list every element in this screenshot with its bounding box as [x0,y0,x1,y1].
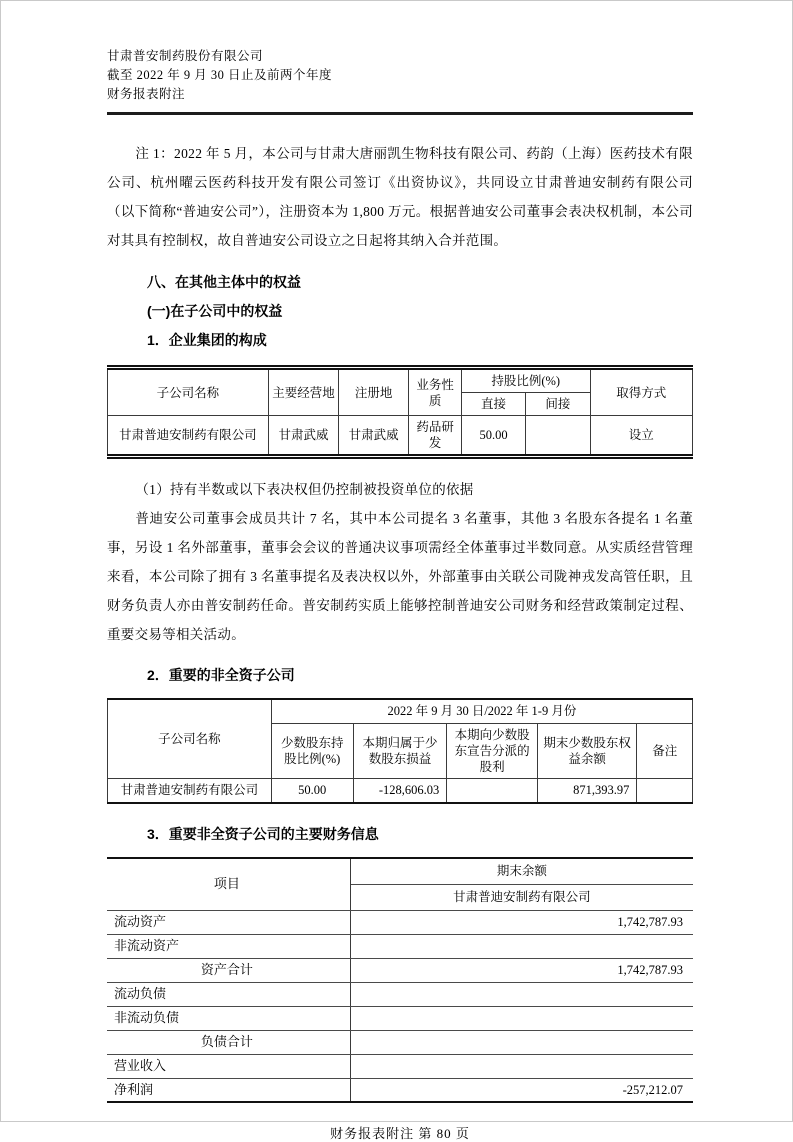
table-row [107,910,693,934]
table-row [107,958,693,982]
col-header-company: 甘肃普迪安制药有限公司 [350,884,693,910]
cell-minority-ratio: 50.00 [271,778,353,803]
section-8-1-heading: (一)在子公司中的权益 [147,303,283,319]
cell-subsidiary-name: 甘肃普迪安制药有限公司 [108,778,272,803]
col-header-shareholding-ratio: 持股比例(%) [461,368,590,393]
document-header [107,47,693,104]
cell-item-label: 流动负债 [107,982,350,1006]
item-3-heading: 3．重要非全资子公司的主要财务信息 [147,826,379,842]
item-2-heading: 2．重要的非全资子公司 [147,667,295,683]
col-header-ending-balance: 期末余额 [350,858,693,884]
cell-item-value [350,934,693,958]
table-row [107,1078,693,1102]
cell-item-label-total-assets: 资产合计 [107,958,350,982]
col-header-registration-place: 注册地 [339,368,409,416]
col-header-indirect: 间接 [526,393,590,416]
report-period: 截至 2022 年 9 月 30 日止及前两个年度 [107,68,333,82]
cell-item-value: -257,212.07 [622,1082,683,1097]
cell-pl-to-minority: -128,606.03 [353,778,447,803]
cell-note [637,778,693,803]
key-financial-information-table [107,857,693,1103]
cell-item-label: 流动资产 [107,910,350,934]
col-header-pl-to-minority: 本期归属于少数股东损益 [353,723,447,778]
cell-item-label: 非流动负债 [107,1006,350,1030]
cell-business-nature: 药品研发 [409,416,462,457]
cell-dividend-to-minority [447,778,538,803]
col-header-ending-minority-equity: 期末少数股东权益余额 [537,723,636,778]
cell-item-value [350,1054,693,1078]
control-basis-title: （1）持有半数或以下表决权但仍控制被投资单位的依据 [135,482,474,497]
table-row [107,1006,693,1030]
cell-indirect-ratio [526,416,590,457]
cell-subsidiary-name: 甘肃普迪安制药有限公司 [108,416,269,457]
cell-item-label: 营业收入 [107,1054,350,1078]
col-header-note: 备注 [637,723,693,778]
table-row [108,416,693,457]
section-8-heading: 八、在其他主体中的权益 [147,274,301,290]
note-1-paragraph: 注 1：2022 年 5 月，本公司与甘肃大唐丽凯生物科技有限公司、药韵（上海）医药技术有限公司、杭州曜云医药科技开发有限公司签订《出资协议》，共同设立甘肃普迪安制药有限公司（以下简称“普迪安公司”），注册资本为 1,800 万元。根据普迪安公司董事会表决权机制，本公司对其具有控制权，故自普迪安公司设立之日起将其纳入合并范围。 [107,146,693,248]
cell-item-value: 1,742,787.93 [350,958,693,982]
col-header-direct: 直接 [461,393,525,416]
control-basis-paragraph: 普迪安公司董事会成员共计 7 名，其中本公司提名 3 名董事，其他 3 名股东各提名 1 名董事，另设 1 名外部董事，董事会会议的普通决议事项需经全体董事过半数同意。从实质经营管理来看，本公司除了拥有 3 名董事提名及表决权以外，外部董事由关联公司陇神戎发高管任职，且财务负责人亦由普安制药任命。普安制药实质上能够控制普迪安公司财务和经营政策制定过程、重要交易等相关活动。 [107,511,693,642]
col-header-main-place: 主要经营地 [268,368,338,416]
col-header-dividend-to-minority: 本期向少数股东宣告分派的股利 [447,723,538,778]
cell-item-label-total-liabilities: 负债合计 [107,1030,350,1054]
col-header-period: 2022 年 9 月 30 日/2022 年 1-9 月份 [271,699,692,723]
cell-direct-ratio: 50.00 [461,416,525,457]
col-header-subsidiary-name: 子公司名称 [108,699,272,778]
cell-item-label: 净利润 [107,1078,350,1102]
page-footer: 财务报表附注 第 80 页 [330,1126,470,1141]
col-header-item: 项目 [107,858,350,910]
significant-nonwholly-owned-subsidiary-table [107,698,693,804]
col-header-acquisition-method: 取得方式 [590,368,692,416]
cell-acquisition-method: 设立 [590,416,692,457]
table-row [107,934,693,958]
item-1-heading: 1．企业集团的构成 [147,332,267,348]
cell-main-place: 甘肃武威 [268,416,338,457]
cell-item-value [350,1030,693,1054]
group-composition-table [107,365,693,459]
table-row [107,982,693,1006]
table-row [107,1054,693,1078]
cell-item-label: 非流动资产 [107,934,350,958]
cell-item-value: 1,742,787.93 [350,910,693,934]
cell-item-value [350,1006,693,1030]
header-divider [107,112,693,115]
cell-ending-minority-equity: 871,393.97 [537,778,636,803]
col-header-subsidiary-name: 子公司名称 [108,368,269,416]
cell-registration-place: 甘肃武威 [339,416,409,457]
table-row [107,1030,693,1054]
col-header-business-nature: 业务性质 [409,368,462,416]
company-name: 甘肃普安制药股份有限公司 [107,49,264,63]
col-header-minority-ratio: 少数股东持股比例(%) [271,723,353,778]
document-title: 财务报表附注 [107,87,186,101]
cell-item-value [350,982,693,1006]
table-row [108,778,693,803]
